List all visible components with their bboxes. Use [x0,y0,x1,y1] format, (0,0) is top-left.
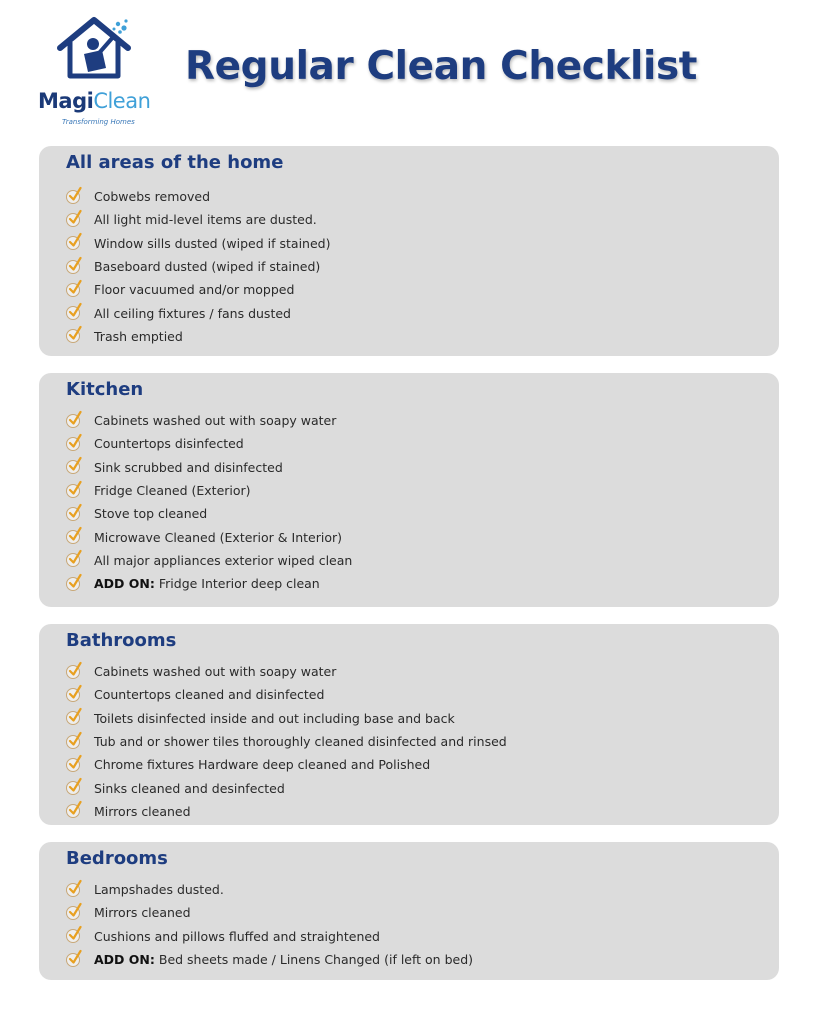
add-on-label: ADD ON: [94,576,155,592]
checkmark-icon [66,306,80,320]
checklist-item-text: Countertops cleaned and disinfected [94,687,325,703]
checklist-item [66,948,473,971]
checklist-items [66,660,507,823]
checklist-section [39,146,779,356]
checkmark-icon [66,507,80,521]
checklist-item-text: Countertops disinfected [94,436,244,452]
section-heading: All areas of the home [66,152,284,173]
checklist-item-text: Mirrors cleaned [94,905,191,921]
checkmark-icon [66,883,80,897]
checklist-item [66,776,507,799]
checklist-item-text: Fridge Cleaned (Exterior) [94,483,251,499]
checklist-item-text: All ceiling fixtures / fans dusted [94,305,291,321]
checklist-item-text: All major appliances exterior wiped clean [94,552,353,568]
checklist-item [66,925,473,948]
checklist-item [66,301,330,324]
checklist-item [66,232,330,255]
checkmark-icon [66,758,80,772]
checklist-item-text: Trash emptied [94,328,183,344]
checkmark-icon [66,929,80,943]
checklist-item-text: Cushions and pillows fluffed and straightened [94,928,380,944]
section-heading: Kitchen [66,379,144,400]
checklist-item [66,185,330,208]
checkmark-icon [66,906,80,920]
checklist-items [66,185,330,348]
checklist-item-text: All light mid-level items are dusted. [94,212,317,228]
checklist-item [66,800,507,823]
checkmark-icon [66,804,80,818]
checkmark-icon [66,577,80,591]
checkmark-icon [66,437,80,451]
checklist-item [66,409,352,432]
checkmark-icon [66,236,80,250]
checklist-item-text: Stove top cleaned [94,506,208,522]
checklist-section [39,373,779,607]
brand-logo [32,14,162,129]
checklist-item [66,325,330,348]
checklist-item [66,255,330,278]
checkmark-icon [66,781,80,795]
checkmark-icon [66,190,80,204]
checklist-item-text: Cobwebs removed [94,189,211,205]
checklist-section [39,842,779,980]
checklist-item-text: Tub and or shower tiles thoroughly cleaned disinfected and rinsed [94,734,507,750]
section-heading: Bathrooms [66,630,177,651]
brand-tagline: Transforming Homes [62,118,135,126]
add-on-label: ADD ON: [94,952,155,968]
brand-wordmark [38,89,150,113]
checklist-item [66,683,507,706]
brand-name-part1: Magi [38,89,94,113]
house-cleaner-icon [54,14,134,86]
checklist-item [66,208,330,231]
checklist-item-text: Bed sheets made / Linens Changed (if left on bed) [158,952,474,968]
brand-name-part2: Clean [93,89,151,113]
checklist-item-text: Cabinets washed out with soapy water [94,664,337,680]
checklist-item-text: Sink scrubbed and disinfected [94,459,283,475]
checkmark-icon [66,530,80,544]
checkmark-icon [66,553,80,567]
checklist-item [66,502,352,525]
checklist-items [66,409,352,595]
checklist-item [66,456,352,479]
checklist-items [66,878,473,971]
checklist-item-text: Fridge Interior deep clean [158,576,320,592]
checkmark-icon [66,665,80,679]
checkmark-icon [66,213,80,227]
checklist-item [66,878,473,901]
checklist-item [66,479,352,502]
checklist-item-text: Window sills dusted (wiped if stained) [94,235,331,251]
checklist-item-text: Microwave Cleaned (Exterior & Interior) [94,529,342,545]
page-title: Regular Clean Checklist [185,44,698,89]
checklist-item-text: Baseboard dusted (wiped if stained) [94,259,321,275]
checkmark-icon [66,484,80,498]
checklist-section [39,624,779,825]
checklist-item-text: Toilets disinfected inside and out including base and back [94,710,455,726]
section-heading: Bedrooms [66,848,168,869]
checklist-item [66,549,352,572]
checkmark-icon [66,688,80,702]
checklist-item [66,525,352,548]
checklist-item-text: Chrome fixtures Hardware deep cleaned and Polished [94,757,431,773]
checklist-item-text: Floor vacuumed and/or mopped [94,282,295,298]
checkmark-icon [66,711,80,725]
checkmark-icon [66,283,80,297]
checklist-item [66,572,352,595]
checklist-item-text: Sinks cleaned and desinfected [94,780,285,796]
checklist-item [66,660,507,683]
checklist-item [66,278,330,301]
checklist-item [66,707,507,730]
checklist-item [66,730,507,753]
checklist-item [66,753,507,776]
checkmark-icon [66,735,80,749]
checklist-item [66,901,473,924]
checklist-item-text: Lampshades dusted. [94,882,224,898]
checkmark-icon [66,260,80,274]
checklist-item-text: Mirrors cleaned [94,803,191,819]
checklist-item [66,432,352,455]
checkmark-icon [66,953,80,967]
checkmark-icon [66,460,80,474]
checklist-item-text: Cabinets washed out with soapy water [94,413,337,429]
checkmark-icon [66,414,80,428]
checkmark-icon [66,329,80,343]
